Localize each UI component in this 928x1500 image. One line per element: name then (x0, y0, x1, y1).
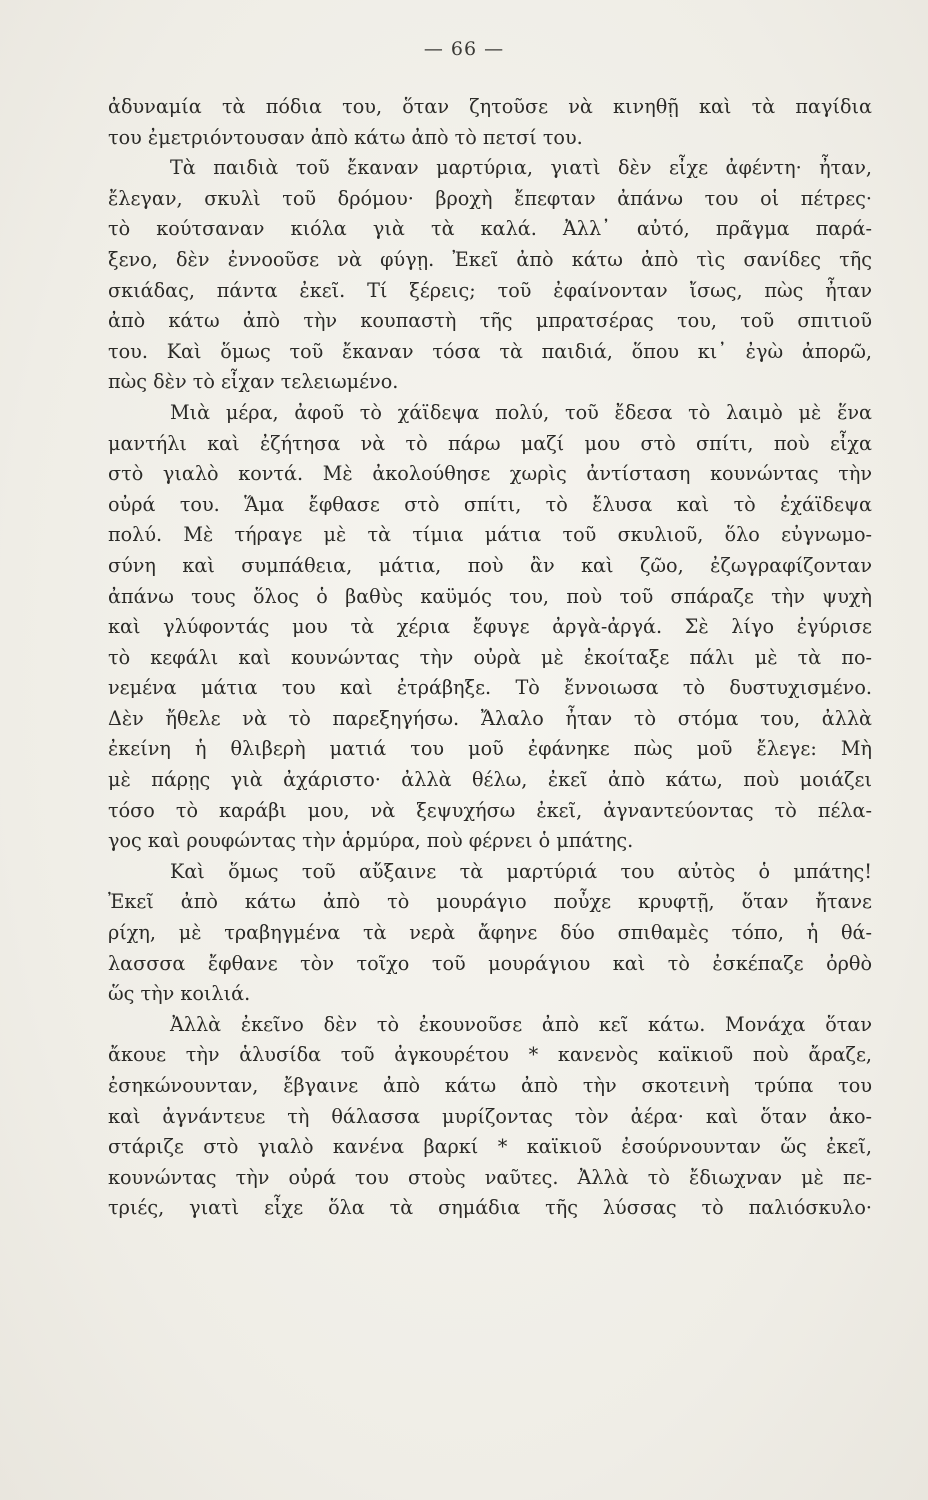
text-line: νεμένα μάτια του καὶ ἐτράβηξε. Τὸ ἔννοιωσα τὸ δυστυχισμένο. (108, 676, 872, 700)
text-line: Τὰ παιδιὰ τοῦ ἔκαναν μαρτύρια, γιατὶ δὲν εἶχε ἀφέντη· ἦταν, (170, 156, 872, 180)
text-line: ἔλεγαν, σκυλὶ τοῦ δρόμου· βροχὴ ἔπεφταν ἀπάνω του οἱ πέτρες· (108, 186, 872, 210)
text-line: σκιάδας, πάντα ἐκεῖ. Τί ξέρεις; τοῦ ἐφαίνονταν ἴσως, πὼς ἦταν (108, 278, 872, 302)
text-line: Μιὰ μέρα, ἀφοῦ τὸ χάϊδεψα πολύ, τοῦ ἔδεσα τὸ λαιμὸ μὲ ἕνα (170, 400, 872, 424)
text-line: Ἀλλὰ ἐκεῖνο δὲν τὸ ἐκουνοῦσε ἀπὸ κεῖ κάτω. Μονάχα ὅταν (170, 1012, 872, 1036)
text-line: του. Καὶ ὅμως τοῦ ἔκαναν τόσα τὰ παιδιά, ὅπου κι᾿ ἐγὼ ἀπορῶ, (108, 339, 872, 363)
text-line: ξενο, δὲν ἐννοοῦσε νὰ φύγῃ. Ἐκεῖ ἀπὸ κάτω ἀπὸ τὶς σανίδες τῆς (108, 247, 872, 271)
body-text (108, 92, 872, 1224)
text-line: καὶ γλύφοντάς μου τὰ χέρια ἔφυγε ἀργὰ-ἀργά. Σὲ λίγο ἐγύρισε (108, 615, 872, 639)
text-line: σύνη καὶ συμπάθεια, μάτια, ποὺ ἂν καὶ ζῶο, ἐζωγραφίζονταν (108, 553, 872, 577)
text-line: ἐκείνη ἡ θλιβερὴ ματιά του μοῦ ἐφάνηκε πὼς μοῦ ἔλεγε: Μὴ (108, 737, 872, 761)
text-line: μὲ πάρῃς γιὰ ἀχάριστο· ἀλλὰ θέλω, ἐκεῖ ἀπὸ κάτω, ποὺ μοιάζει (108, 768, 872, 792)
text-line: Καὶ ὅμως τοῦ αὔξαινε τὰ μαρτύριά του αὐτὸς ὁ μπάτης! (170, 859, 872, 883)
text-line: ἄκουε τὴν ἁλυσίδα τοῦ ἀγκουρέτου * κανενὸς καϊκιοῦ ποὺ ἄραζε, (108, 1043, 872, 1067)
text-line: ἐσηκώνουνταν, ἔβγαινε ἀπὸ κάτω ἀπὸ τὴν σκοτεινὴ τρύπα του (108, 1074, 872, 1097)
text-line: ὥς τὴν κοιλιά. (108, 982, 251, 1006)
text-line: ρίχη, μὲ τραβηγμένα τὰ νερὰ ἄφηνε δύο σπιθαμὲς τόπο, ἡ θά- (108, 921, 872, 945)
text-line: λασσσα ἔφθανε τὸν τοῖχο τοῦ μουράγιου καὶ τὸ ἐσκέπαζε ὀρθὸ (108, 951, 872, 975)
text-line: του ἐμετριόντουσαν ἀπὸ κάτω ἀπὸ τὸ πετσί του. (108, 125, 583, 149)
text-line: πὼς δὲν τὸ εἶχαν τελειωμένο. (108, 370, 399, 394)
text-line: ἀπάνω τους ὅλος ὁ βαθὺς καϋμός του, ποὺ τοῦ σπάραζε τὴν ψυχὴ (108, 584, 872, 608)
text-line: οὐρά του. Ἅμα ἔφθασε στὸ σπίτι, τὸ ἔλυσα καὶ τὸ ἐχάϊδεψα (108, 492, 872, 516)
text-line: τὸ κούτσαναν κιόλα γιὰ τὰ καλά. Ἀλλ᾿ αὐτό, πρᾶγμα παρά- (108, 217, 872, 241)
text-line: στάριζε στὸ γιαλὸ κανένα βαρκί * καϊκιοῦ ἐσούρνουνταν ὥς ἐκεῖ, (108, 1135, 872, 1159)
text-line: πολύ. Μὲ τήραγε μὲ τὰ τίμια μάτια τοῦ σκυλιοῦ, ὅλο εὐγνωμο- (108, 523, 872, 547)
text-line: τὸ κεφάλι καὶ κουνώντας τὴν οὐρὰ μὲ ἐκοίταξε πάλι μὲ τὰ πο- (108, 645, 872, 669)
text-line: καὶ ἀγνάντευε τὴ θάλασσα μυρίζοντας τὸν ἀέρα· καὶ ὅταν ἀκο- (108, 1104, 872, 1128)
text-line: Δὲν ἤθελε νὰ τὸ παρεξηγήσω. Ἄλαλο ἦταν τὸ στόμα του, ἀλλὰ (108, 706, 872, 730)
text-line: στὸ γιαλὸ κοντά. Μὲ ἀκολούθησε χωρὶς ἀντίσταση κουνώντας τὴν (108, 462, 872, 486)
text-line: ἀπὸ κάτω ἀπὸ τὴν κουπαστὴ τῆς μπρατσέρας του, τοῦ σπιτιοῦ (108, 309, 872, 333)
text-line: Ἐκεῖ ἀπὸ κάτω ἀπὸ τὸ μουράγιο ποὖχε κρυφτῇ, ὅταν ἤτανε (108, 890, 872, 914)
text-line: τόσο τὸ καράβι μου, νὰ ξεψυχήσω ἐκεῖ, ἀγναντεύοντας τὸ πέλα- (108, 798, 872, 822)
text-line: μαντήλι καὶ ἐζήτησα νὰ τὸ πάρω μαζί μου στὸ σπίτι, ποὺ εἶχα (108, 431, 872, 455)
text-line: κουνώντας τὴν οὐρά του στοὺς ναῦτες. Ἀλλὰ τὸ ἔδιωχναν μὲ πε- (108, 1165, 872, 1189)
page-number: — 66 — (423, 38, 505, 60)
text-line: γος καὶ ρουφώντας τὴν ἁρμύρα, ποὺ φέρνει ὁ μπάτης. (108, 829, 634, 853)
text-line: τριές, γιατὶ εἶχε ὅλα τὰ σημάδια τῆς λύσσας τὸ παλιόσκυλο· (108, 1196, 872, 1220)
text-line: ἀδυναμία τὰ πόδια του, ὅταν ζητοῦσε νὰ κινηθῇ καὶ τὰ παγίδια (108, 95, 872, 118)
